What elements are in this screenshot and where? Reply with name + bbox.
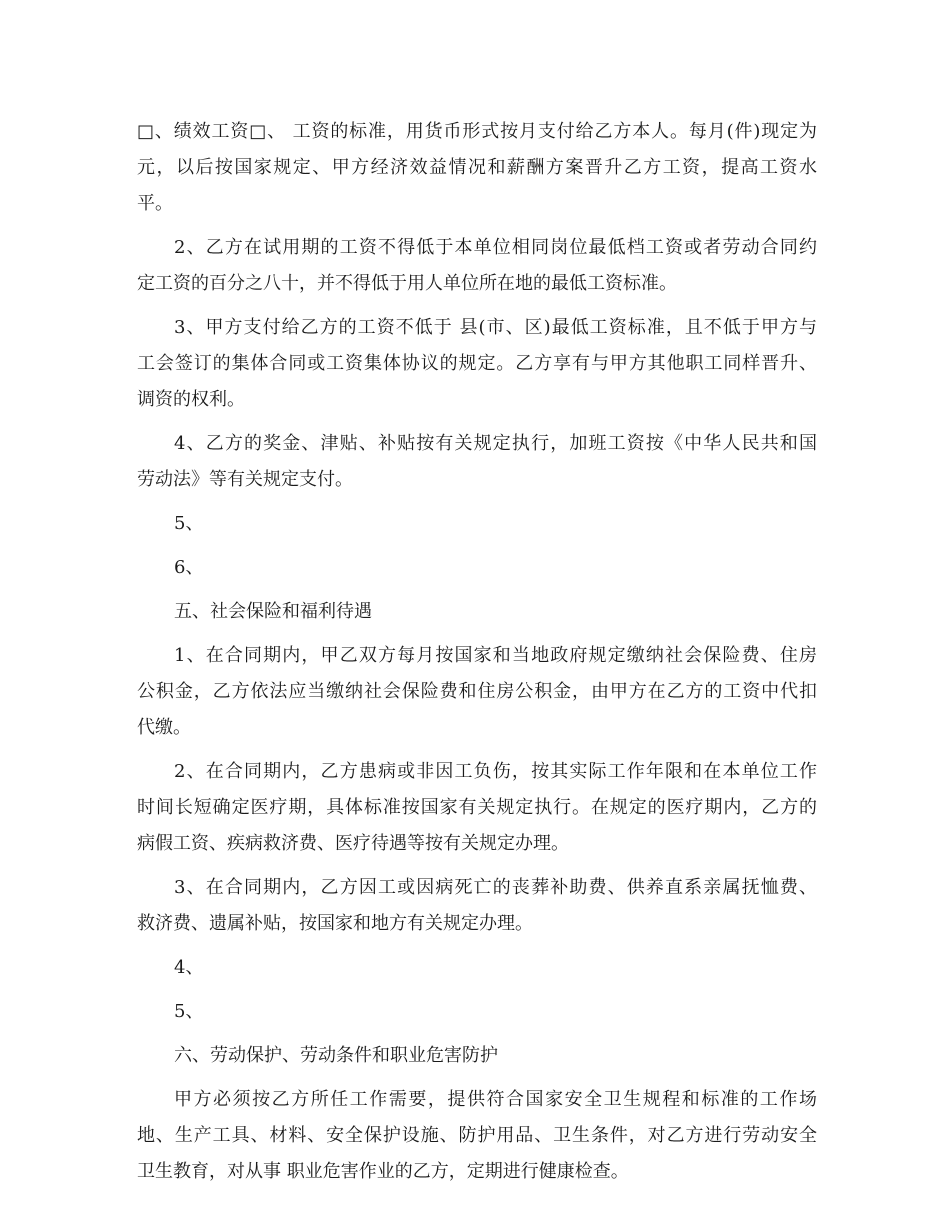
text-line: 3、在合同期内，乙方因工或因病死亡的丧葬补助费、供养直系亲属抚恤费、 [174,877,817,898]
text-line: 甲方必须按乙方所任工作需要，提供符合国家安全卫生规程和标准的工作场 [174,1089,817,1110]
text-line: 调资的权利。 [137,389,245,410]
paragraph [137,550,817,586]
text-line: 地、生产工具、材料、安全保护设施、防护用品、卫生条件，对乙方进行劳动安全 [137,1125,817,1146]
section-heading [137,594,817,630]
text-line: 代缴。 [137,717,191,738]
section-heading [137,1038,817,1074]
text-line: 6、 [174,557,204,578]
paragraph [137,638,817,746]
text-line: 时间长短确定医疗期，具体标准按国家有关规定执行。在规定的医疗期内，乙方的 [137,797,817,818]
paragraph [137,1082,817,1190]
paragraph [137,506,817,542]
text-line: 3、甲方支付给乙方的工资不低于 县(市、区)最低工资标准，且不低于甲方与 [174,317,817,338]
text-line: 六、劳动保护、劳动条件和职业危害防护 [174,1045,498,1066]
text-line: 1、在合同期内，甲乙双方每月按国家和当地政府规定缴纳社会保险费、住房 [174,645,817,666]
text-line: 卫生教育，对从事 职业危害作业的乙方，定期进行健康检查。 [137,1161,629,1182]
text-line: 4、乙方的奖金、津贴、补贴按有关规定执行，加班工资按《中华人民共和国 [174,433,817,454]
paragraph [137,114,817,222]
paragraph [137,426,817,498]
text-line: 劳动法》等有关规定支付。 [137,469,353,490]
document-body [137,114,817,1198]
text-line: 元，以后按国家规定、甲方经济效益情况和薪酬方案晋升乙方工资，提高工资水 [137,157,817,178]
text-line: 4、 [174,957,204,978]
text-line: 2、在合同期内，乙方患病或非因工负伤，按其实际工作年限和在本单位工作 [174,761,817,782]
text-line: 公积金，乙方依法应当缴纳社会保险费和住房公积金，由甲方在乙方的工资中代扣 [137,681,817,702]
paragraph [137,230,817,302]
text-line: 救济费、遗属补贴，按国家和地方有关规定办理。 [137,913,533,934]
text-line: 5、 [174,1001,204,1022]
text-line: 2、乙方在试用期的工资不得低于本单位相同岗位最低档工资或者劳动合同约 [174,237,817,258]
paragraph [137,950,817,986]
paragraph [137,994,817,1030]
paragraph [137,870,817,942]
text-line: 五、社会保险和福利待遇 [174,601,372,622]
paragraph [137,310,817,418]
paragraph [137,754,817,862]
text-line: 工会签订的集体合同或工资集体协议的规定。乙方享有与甲方其他职工同样晋升、 [137,353,817,374]
text-line: 病假工资、疾病救济费、医疗待遇等按有关规定办理。 [137,833,569,854]
text-line: □、绩效工资□、 工资的标准，用货币形式按月支付给乙方本人。每月(件)现定为 [137,121,817,142]
text-line: 5、 [174,513,204,534]
text-line: 平。 [137,193,173,214]
text-line: 定工资的百分之八十，并不得低于用人单位所在地的最低工资标准。 [137,273,677,294]
